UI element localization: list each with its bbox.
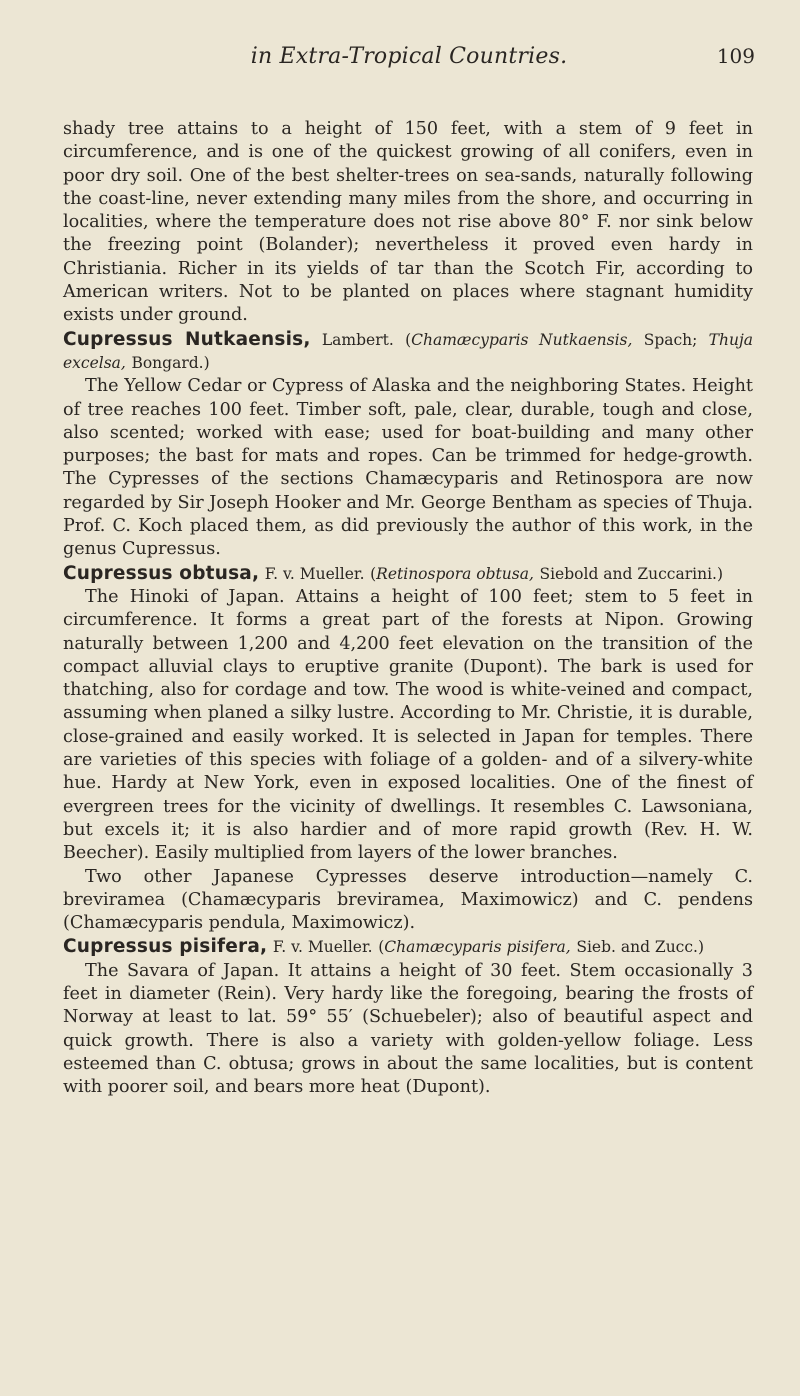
- synonym-author: Siebold and Zuccarini.: [539, 564, 717, 583]
- synonym-name: Chamæcyparis Nutkaensis,: [411, 330, 633, 349]
- species-author: Lambert.: [321, 330, 394, 349]
- synonym-open-paren: (: [370, 564, 377, 583]
- entry-text: The Hinoki of Japan. Attains a height of 100 feet; stem to 5 feet in circumference. It forms a great part of the forests at Nipon. Growing naturally between 1,200 and 4,200 feet elevation on the transition of the compact alluvial clays to eruptive granite (Dupont). The bark is used for thatching, also for cordage and tow. The wood is white-veined and compact, assuming when planed a silky lustre. According to Mr. Christie, it is durable, close-grained and easily worked. It is selected in Japan for temples. There are varieties of this species with foliage of a golden- and of a silvery-white hue. Hardy at New York, even in exposed localities. One of the finest of evergreen trees for the vicinity of dwellings. It resembles C. Lawsoniana, but excels it; it is also hardier and of more rapid growth (Rev. H. W. Beecher). Easily multiplied from layers of the lower branches.: [63, 586, 753, 864]
- synonym-name: Chamæcyparis pisifera,: [384, 938, 571, 957]
- species-author: F. v. Mueller.: [272, 938, 373, 957]
- species-name: Cupressus Nutkaensis,: [63, 328, 311, 350]
- species-author: F. v. Mueller.: [264, 564, 365, 583]
- species-name: Cupressus pisifera,: [63, 936, 268, 958]
- synonym-author: Spach;: [643, 330, 698, 349]
- synonym-close-paren: ): [697, 938, 705, 957]
- synonym-close-paren: ): [716, 564, 724, 583]
- synonym-author: Bongard.: [131, 353, 204, 372]
- synonym-author: Sieb. and Zucc.: [576, 938, 698, 957]
- page-number: 109: [716, 44, 755, 68]
- synonym-name: Retinospora obtusa,: [376, 564, 534, 583]
- synonym-open-paren: (: [378, 938, 385, 957]
- synonym-close-paren: ): [203, 353, 210, 372]
- entry-text: The Yellow Cedar or Cypress of Alaska and the neighboring States. Height of tree reaches 100 feet. Timber soft, pale, clear, durable, tough and close, also scented; worked with ease; used for boat-building and many other purposes; the bast for mats and ropes. Can be trimmed for hedge-growth. The Cypresses of the sections Chamæcyparis and Retinospora are now regarded by Sir Joseph Hooker and Mr. George Bentham as species of Thuja. Prof. C. Koch placed them, as did previously the author of this work, in the genus Cupressus.: [63, 376, 753, 560]
- entry-heading-nutkaensis: [63, 328, 753, 376]
- entry-heading-obtusa: [63, 562, 753, 586]
- synonym-name: Thuja excelsa,: [63, 330, 754, 372]
- species-name: Cupressus obtusa,: [63, 562, 260, 584]
- running-header: [63, 44, 755, 76]
- running-title: in Extra-Tropical Countries.: [250, 44, 568, 69]
- entry-text-continued: Two other Japanese Cypresses deserve introduction—namely C. breviramea (Chamæcyparis breviramea, Maximowicz) and C. pendens (Chamæcyparis pendula, Maximowicz).: [63, 866, 753, 934]
- synonym-open-paren: (: [405, 330, 412, 349]
- page-body: [63, 118, 753, 1099]
- continued-paragraph: shady tree attains to a height of 150 feet, with a stem of 9 feet in circumference, and is one of the quickest growing of all conifers, even in poor dry soil. One of the best shelter-trees on sea-sands, naturally following the coast-line, never extending many miles from the shore, and occurring in localities, where the temperature does not rise above 80° F. nor sink below the freezing point (Bolander); nevertheless it proved even hardy in Christiania. Richer in its yields of tar than the Scotch Fir, according to American writers. Not to be planted on places where stagnant humidity exists under ground.: [63, 119, 753, 326]
- entry-text: The Savara of Japan. It attains a height of 30 feet. Stem occasionally 3 feet in diameter (Rein). Very hardy like the foregoing, bearing the frosts of Norway at least to lat. 59° 55′ (Schuebeler); also of beautiful aspect and quick growth. There is also a variety with golden-yellow foliage. Less esteemed than C. obtusa; grows in about the same localities, but is content with poorer soil, and bears more heat (Dupont).: [63, 960, 753, 1098]
- entry-heading-pisifera: [63, 935, 753, 959]
